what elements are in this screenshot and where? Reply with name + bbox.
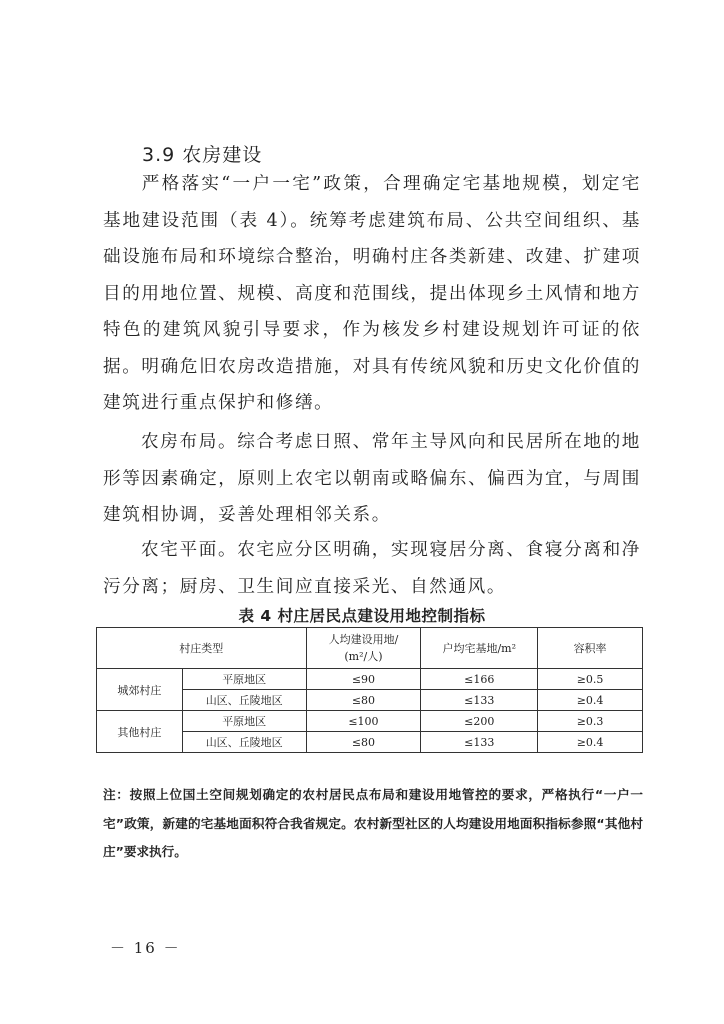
cell-far: ≥0.3: [538, 711, 643, 732]
cell-far: ≥0.5: [538, 669, 643, 690]
paragraph-text: 农房布局。综合考虑日照、常年主导风向和民居所在地的地形等因素确定，原则上农宅以朝南或略偏东、偏西为宜，与周围建筑相协调，妥善处理相邻关系。: [103, 432, 641, 525]
header-homestead: 户均宅基地/m²: [421, 628, 538, 669]
paragraph-text: 严格落实“一户一宅”政策，合理确定宅基地规模，划定宅基地建设范围（表 4）。统筹考虑建筑布局、公共空间组织、基础设施布局和环境综合整治，明确村庄各类新建、改建、扩建项目的用地位置、规模、高度和范围线，提出体现乡土风情和地方特色的建筑风貌引导要求，作为核发乡村建设规划许可证的依据。明确危旧农房改造措施，对具有传统风貌和历史文化价值的建筑进行重点保护和修缮。: [103, 174, 641, 413]
header-far: 容积率: [538, 628, 643, 669]
header-per-capita-line1: 人均建设用地/: [328, 633, 399, 646]
cell-far: ≥0.4: [538, 732, 643, 753]
cell-area: 山区、丘陵地区: [182, 690, 306, 711]
header-per-capita: [306, 628, 421, 669]
group-name: 城郊村庄: [97, 669, 183, 711]
cell-per-capita: ≤90: [306, 669, 421, 690]
cell-homestead: ≤166: [421, 669, 538, 690]
table-header-row: [97, 628, 643, 669]
header-per-capita-line2: (m²/人): [344, 650, 383, 663]
cell-per-capita: ≤100: [306, 711, 421, 732]
table-caption: 表 4 村庄居民点建设用地控制指标: [238, 607, 486, 625]
paragraph-text: 农宅平面。农宅应分区明确，实现寝居分离、食寝分离和净污分离；厨房、卫生间应直接采光、自然通风。: [103, 540, 641, 597]
page-number: － 16 －: [110, 939, 181, 957]
header-village-type: 村庄类型: [97, 628, 307, 669]
cell-homestead: ≤133: [421, 690, 538, 711]
table-row: [97, 669, 643, 690]
cell-area: 平原地区: [182, 669, 306, 690]
paragraph-homestead-policy: [103, 166, 641, 422]
cell-per-capita: ≤80: [306, 732, 421, 753]
cell-homestead: ≤133: [421, 732, 538, 753]
land-control-table: [96, 627, 643, 753]
paragraph-house-plan: [103, 532, 641, 605]
cell-homestead: ≤200: [421, 711, 538, 732]
group-name: 其他村庄: [97, 711, 183, 753]
cell-far: ≥0.4: [538, 690, 643, 711]
cell-area: 平原地区: [182, 711, 306, 732]
table-row: [97, 711, 643, 732]
cell-area: 山区、丘陵地区: [182, 732, 306, 753]
section-heading: 3.9 农房建设: [142, 144, 263, 166]
cell-per-capita: ≤80: [306, 690, 421, 711]
table-note: 注：按照上位国土空间规划确定的农村居民点布局和建设用地管控的要求，严格执行“一户一宅”政策，新建的宅基地面积符合我省规定。农村新型社区的人均建设用地面积指标参照“其他村庄”要求执行。: [103, 787, 643, 859]
paragraph-house-layout: [103, 424, 641, 534]
